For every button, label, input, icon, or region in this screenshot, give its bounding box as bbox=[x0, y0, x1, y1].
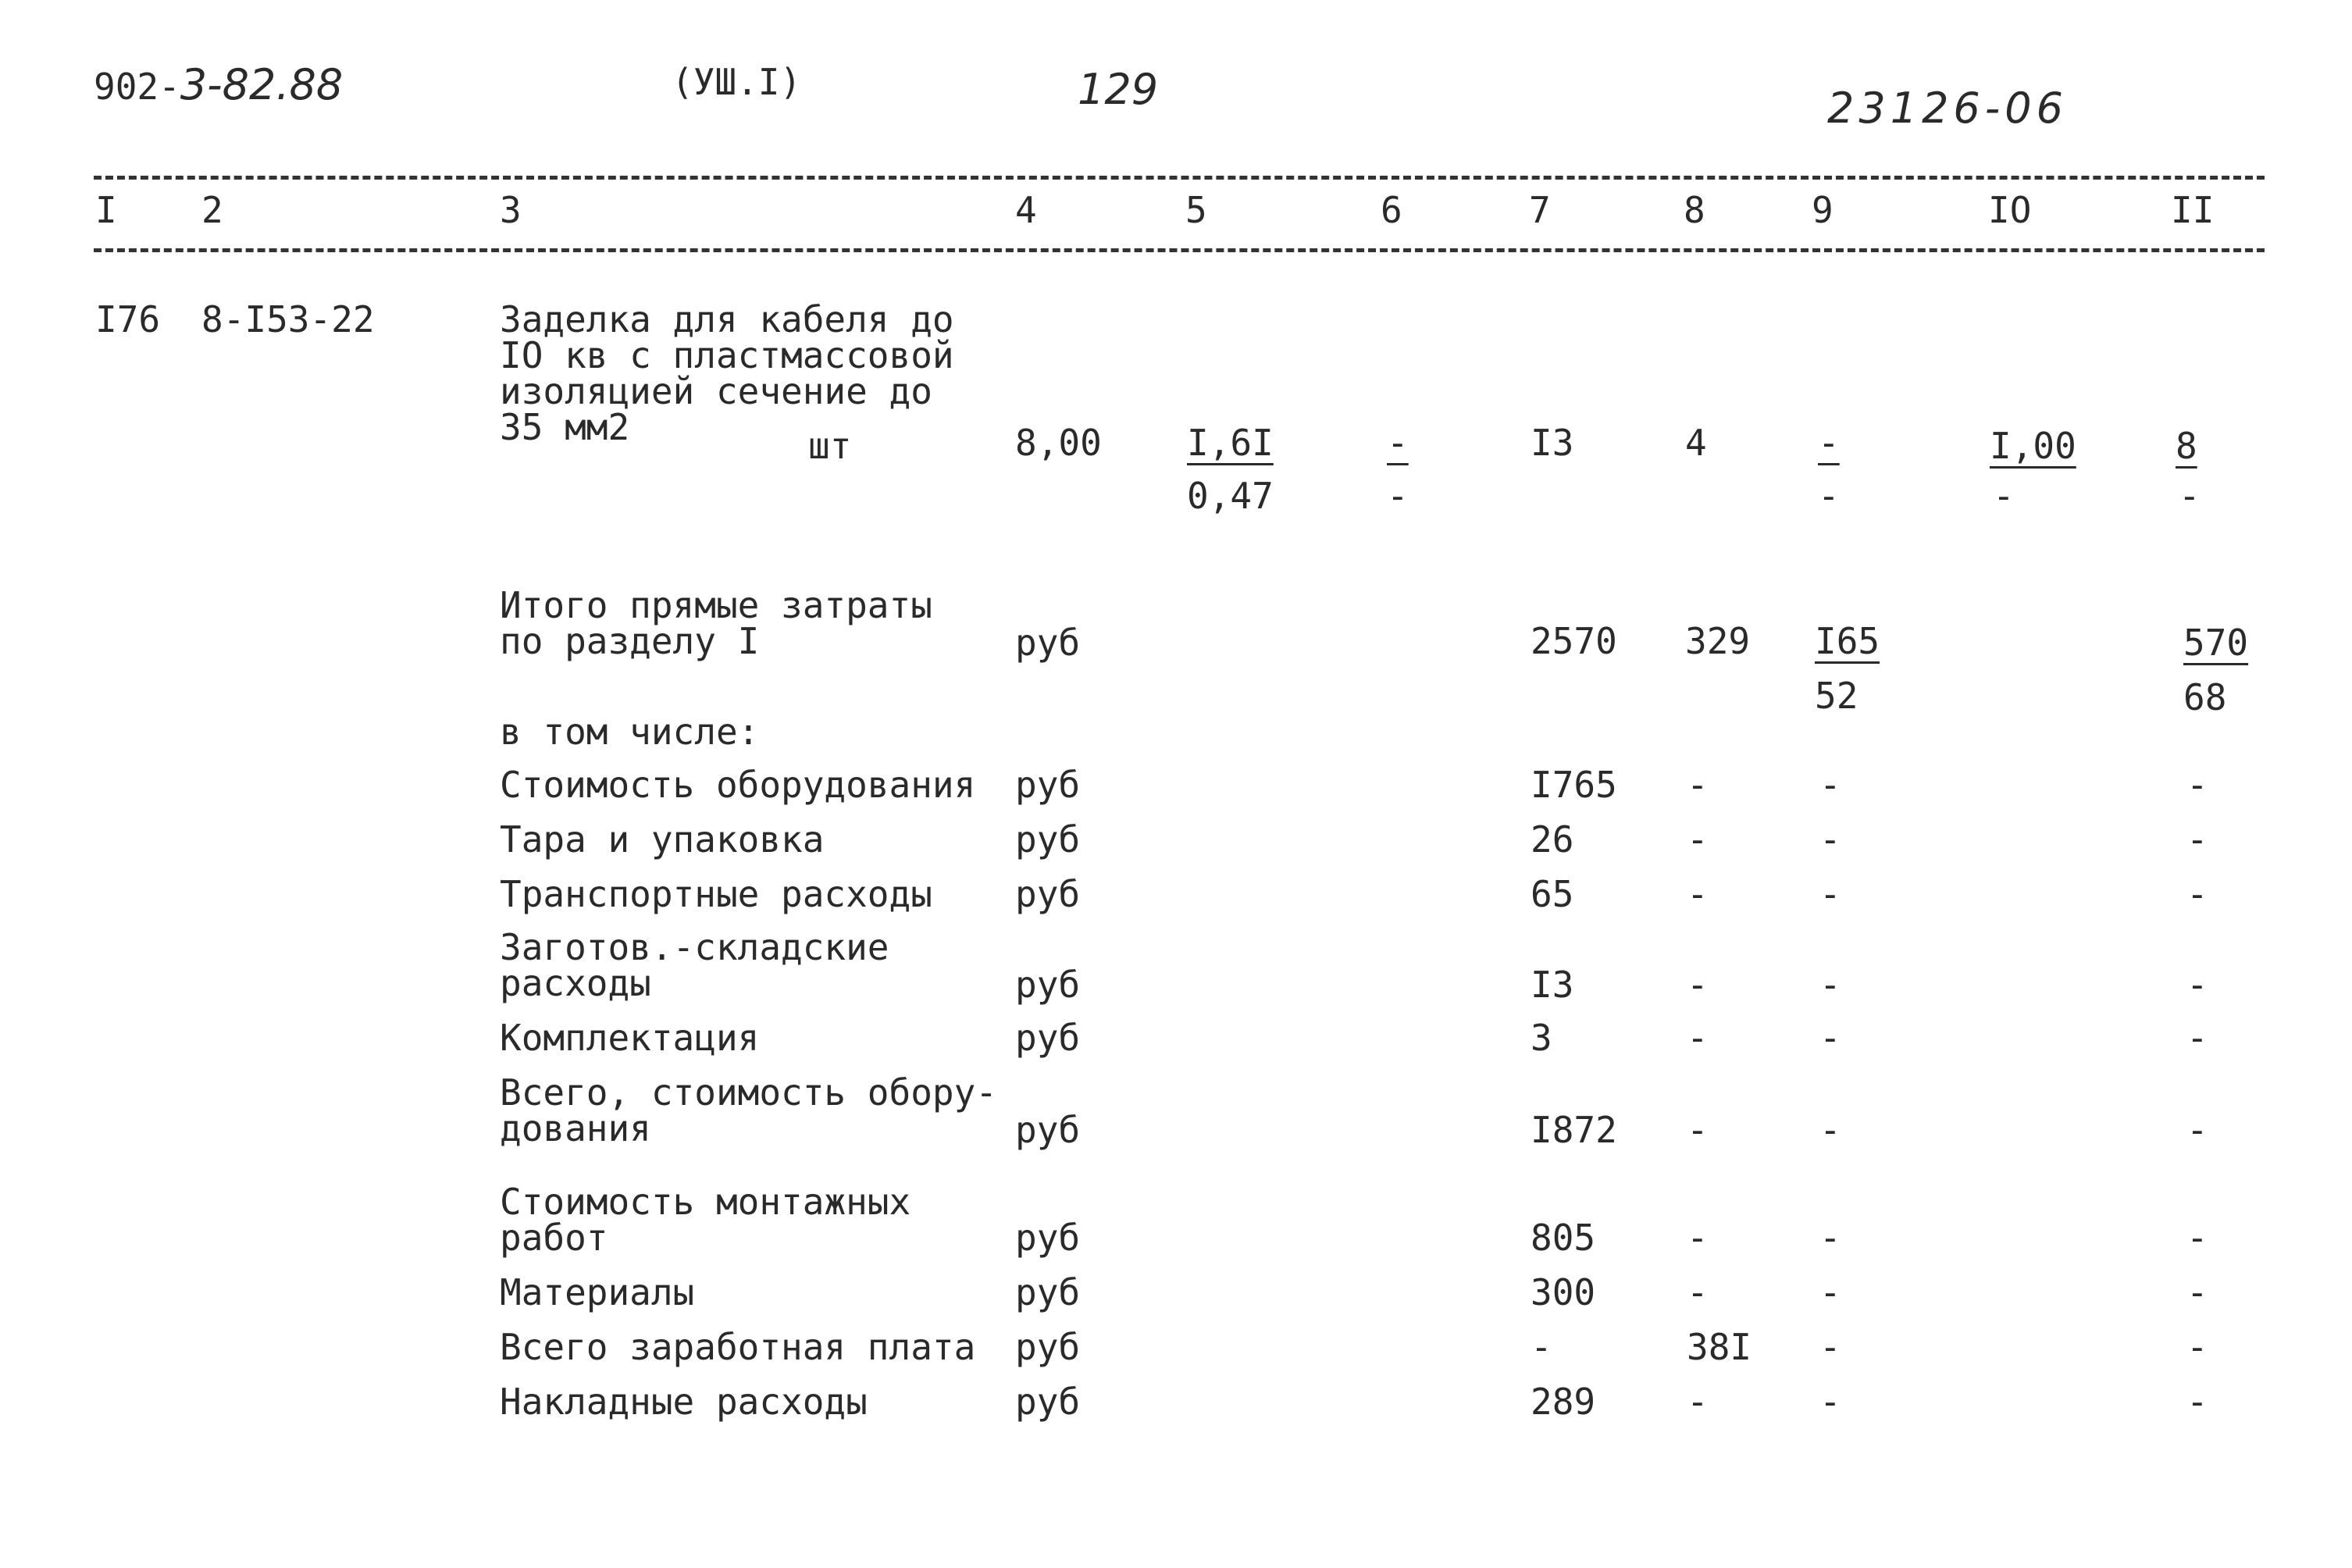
row-label: Накладные расходы bbox=[500, 1381, 868, 1423]
row-unit: руб bbox=[1015, 964, 1081, 1006]
total-col11-bottom: 68 bbox=[2183, 676, 2227, 718]
row-col11: - bbox=[2186, 1109, 2208, 1151]
item-col6-bottom: - bbox=[1387, 475, 1409, 517]
item-col11-top: 8 bbox=[2176, 425, 2197, 467]
doc-code bbox=[94, 60, 344, 109]
row-col11: - bbox=[2186, 964, 2208, 1006]
row-col11: - bbox=[2186, 1217, 2208, 1259]
row-col11: - bbox=[2186, 873, 2208, 915]
page-number: 129 bbox=[1078, 65, 1159, 114]
item-col9-top: - bbox=[1818, 422, 1840, 464]
row-col8: - bbox=[1687, 1017, 1709, 1059]
row-unit: руб bbox=[1015, 1271, 1081, 1313]
doc-code-suffix: 3-82.88 bbox=[180, 60, 344, 109]
row-col9: - bbox=[1819, 1109, 1841, 1151]
row-unit: руб bbox=[1015, 764, 1081, 806]
item-col10-bottom: - bbox=[1993, 475, 2015, 517]
row-col11: - bbox=[2186, 764, 2208, 806]
row-col9: - bbox=[1819, 818, 1841, 861]
col-header-11: II bbox=[2171, 189, 2215, 231]
row-col7: 289 bbox=[1531, 1381, 1596, 1423]
row-label: Стоимость монтажных работ bbox=[500, 1181, 911, 1259]
row-col9: - bbox=[1819, 1326, 1841, 1368]
row-unit: руб bbox=[1015, 1017, 1081, 1059]
doc-code-prefix: 902- bbox=[94, 66, 180, 108]
row-col9: - bbox=[1819, 964, 1841, 1006]
total-col9-bottom: 52 bbox=[1815, 675, 1858, 717]
row-col7: I765 bbox=[1531, 764, 1617, 806]
item-number: I76 bbox=[95, 298, 161, 340]
row-col8: - bbox=[1687, 1271, 1709, 1313]
total-unit: руб bbox=[1015, 622, 1081, 664]
row-col7: I3 bbox=[1531, 964, 1574, 1006]
item-col6-top: - bbox=[1387, 422, 1409, 464]
total-col9-top: I65 bbox=[1815, 620, 1880, 662]
item-col10-top: I,00 bbox=[1990, 425, 2076, 467]
including-label: в том числе: bbox=[500, 711, 760, 753]
row-unit: руб bbox=[1015, 1217, 1081, 1259]
row-col8: - bbox=[1687, 818, 1709, 861]
row-col11: - bbox=[2186, 1381, 2208, 1423]
archive-number: 23126-06 bbox=[1827, 84, 2068, 133]
row-label: Заготов.-складские расходы bbox=[500, 926, 889, 1004]
col-header-5: 5 bbox=[1185, 189, 1207, 231]
total-col11-top: 570 bbox=[2183, 622, 2249, 664]
item-description: Заделка для кабеля до IO кв с пластмассовой изоляцией сечение до 35 мм2 bbox=[500, 298, 954, 448]
item-col7: I3 bbox=[1531, 422, 1574, 464]
row-col11: - bbox=[2186, 1017, 2208, 1059]
row-col7: 26 bbox=[1531, 818, 1574, 861]
item-col11-bottom: - bbox=[2179, 475, 2201, 517]
col-header-2: 2 bbox=[201, 189, 223, 231]
row-col7: 65 bbox=[1531, 873, 1574, 915]
row-unit: руб bbox=[1015, 1109, 1081, 1151]
col-header-10: IO bbox=[1988, 189, 2032, 231]
header-bottom-rule bbox=[94, 248, 2265, 252]
row-col7: 300 bbox=[1531, 1271, 1596, 1313]
row-col7: 3 bbox=[1531, 1017, 1552, 1059]
row-label: Стоимость оборудования bbox=[500, 764, 976, 806]
col-header-4: 4 bbox=[1015, 189, 1037, 231]
col-header-1: I bbox=[95, 189, 117, 231]
row-col9: - bbox=[1819, 1017, 1841, 1059]
row-label: Всего заработная плата bbox=[500, 1326, 976, 1368]
row-label: Материалы bbox=[500, 1271, 695, 1313]
row-unit: руб bbox=[1015, 1381, 1081, 1423]
row-col11: - bbox=[2186, 1271, 2208, 1313]
row-col8: - bbox=[1687, 873, 1709, 915]
row-label: Тара и упаковка bbox=[500, 818, 825, 861]
item-quantity: 8,00 bbox=[1015, 422, 1102, 464]
col-header-3: 3 bbox=[500, 189, 522, 231]
row-col9: - bbox=[1819, 1271, 1841, 1313]
col-header-6: 6 bbox=[1381, 189, 1402, 231]
item-col9-bottom: - bbox=[1818, 475, 1840, 517]
item-col8: 4 bbox=[1685, 422, 1707, 464]
row-col9: - bbox=[1819, 764, 1841, 806]
total-col8: 329 bbox=[1685, 620, 1751, 662]
col-header-7: 7 bbox=[1529, 189, 1551, 231]
row-col8: - bbox=[1687, 1109, 1709, 1151]
row-col11: - bbox=[2186, 1326, 2208, 1368]
col-header-9: 9 bbox=[1812, 189, 1833, 231]
row-col7: 805 bbox=[1531, 1217, 1596, 1259]
row-label: Транспортные расходы bbox=[500, 873, 932, 915]
item-code: 8-I53-22 bbox=[201, 298, 375, 340]
section-label: (УШ.I) bbox=[672, 61, 802, 103]
row-col8: - bbox=[1687, 1217, 1709, 1259]
row-col9: - bbox=[1819, 873, 1841, 915]
row-label: Комплектация bbox=[500, 1017, 760, 1059]
row-unit: руб bbox=[1015, 818, 1081, 861]
row-col8: - bbox=[1687, 1381, 1709, 1423]
row-unit: руб bbox=[1015, 873, 1081, 915]
total-col7: 2570 bbox=[1531, 620, 1617, 662]
row-col11: - bbox=[2186, 818, 2208, 861]
item-col5-bottom: 0,47 bbox=[1187, 475, 1274, 517]
header-top-rule bbox=[94, 176, 2265, 180]
total-label: Итого прямые затраты по разделу I bbox=[500, 584, 932, 662]
col-header-8: 8 bbox=[1684, 189, 1705, 231]
row-label: Всего, стоимость обору- дования bbox=[500, 1071, 997, 1149]
row-col9: - bbox=[1819, 1217, 1841, 1259]
row-col8: 38I bbox=[1687, 1326, 1752, 1368]
row-unit: руб bbox=[1015, 1326, 1081, 1368]
row-col8: - bbox=[1687, 964, 1709, 1006]
row-col7: - bbox=[1531, 1326, 1552, 1368]
row-col7: I872 bbox=[1531, 1109, 1617, 1151]
row-col9: - bbox=[1819, 1381, 1841, 1423]
item-unit: шт bbox=[808, 425, 852, 467]
row-col8: - bbox=[1687, 764, 1709, 806]
item-col5-top: I,6I bbox=[1187, 422, 1274, 464]
